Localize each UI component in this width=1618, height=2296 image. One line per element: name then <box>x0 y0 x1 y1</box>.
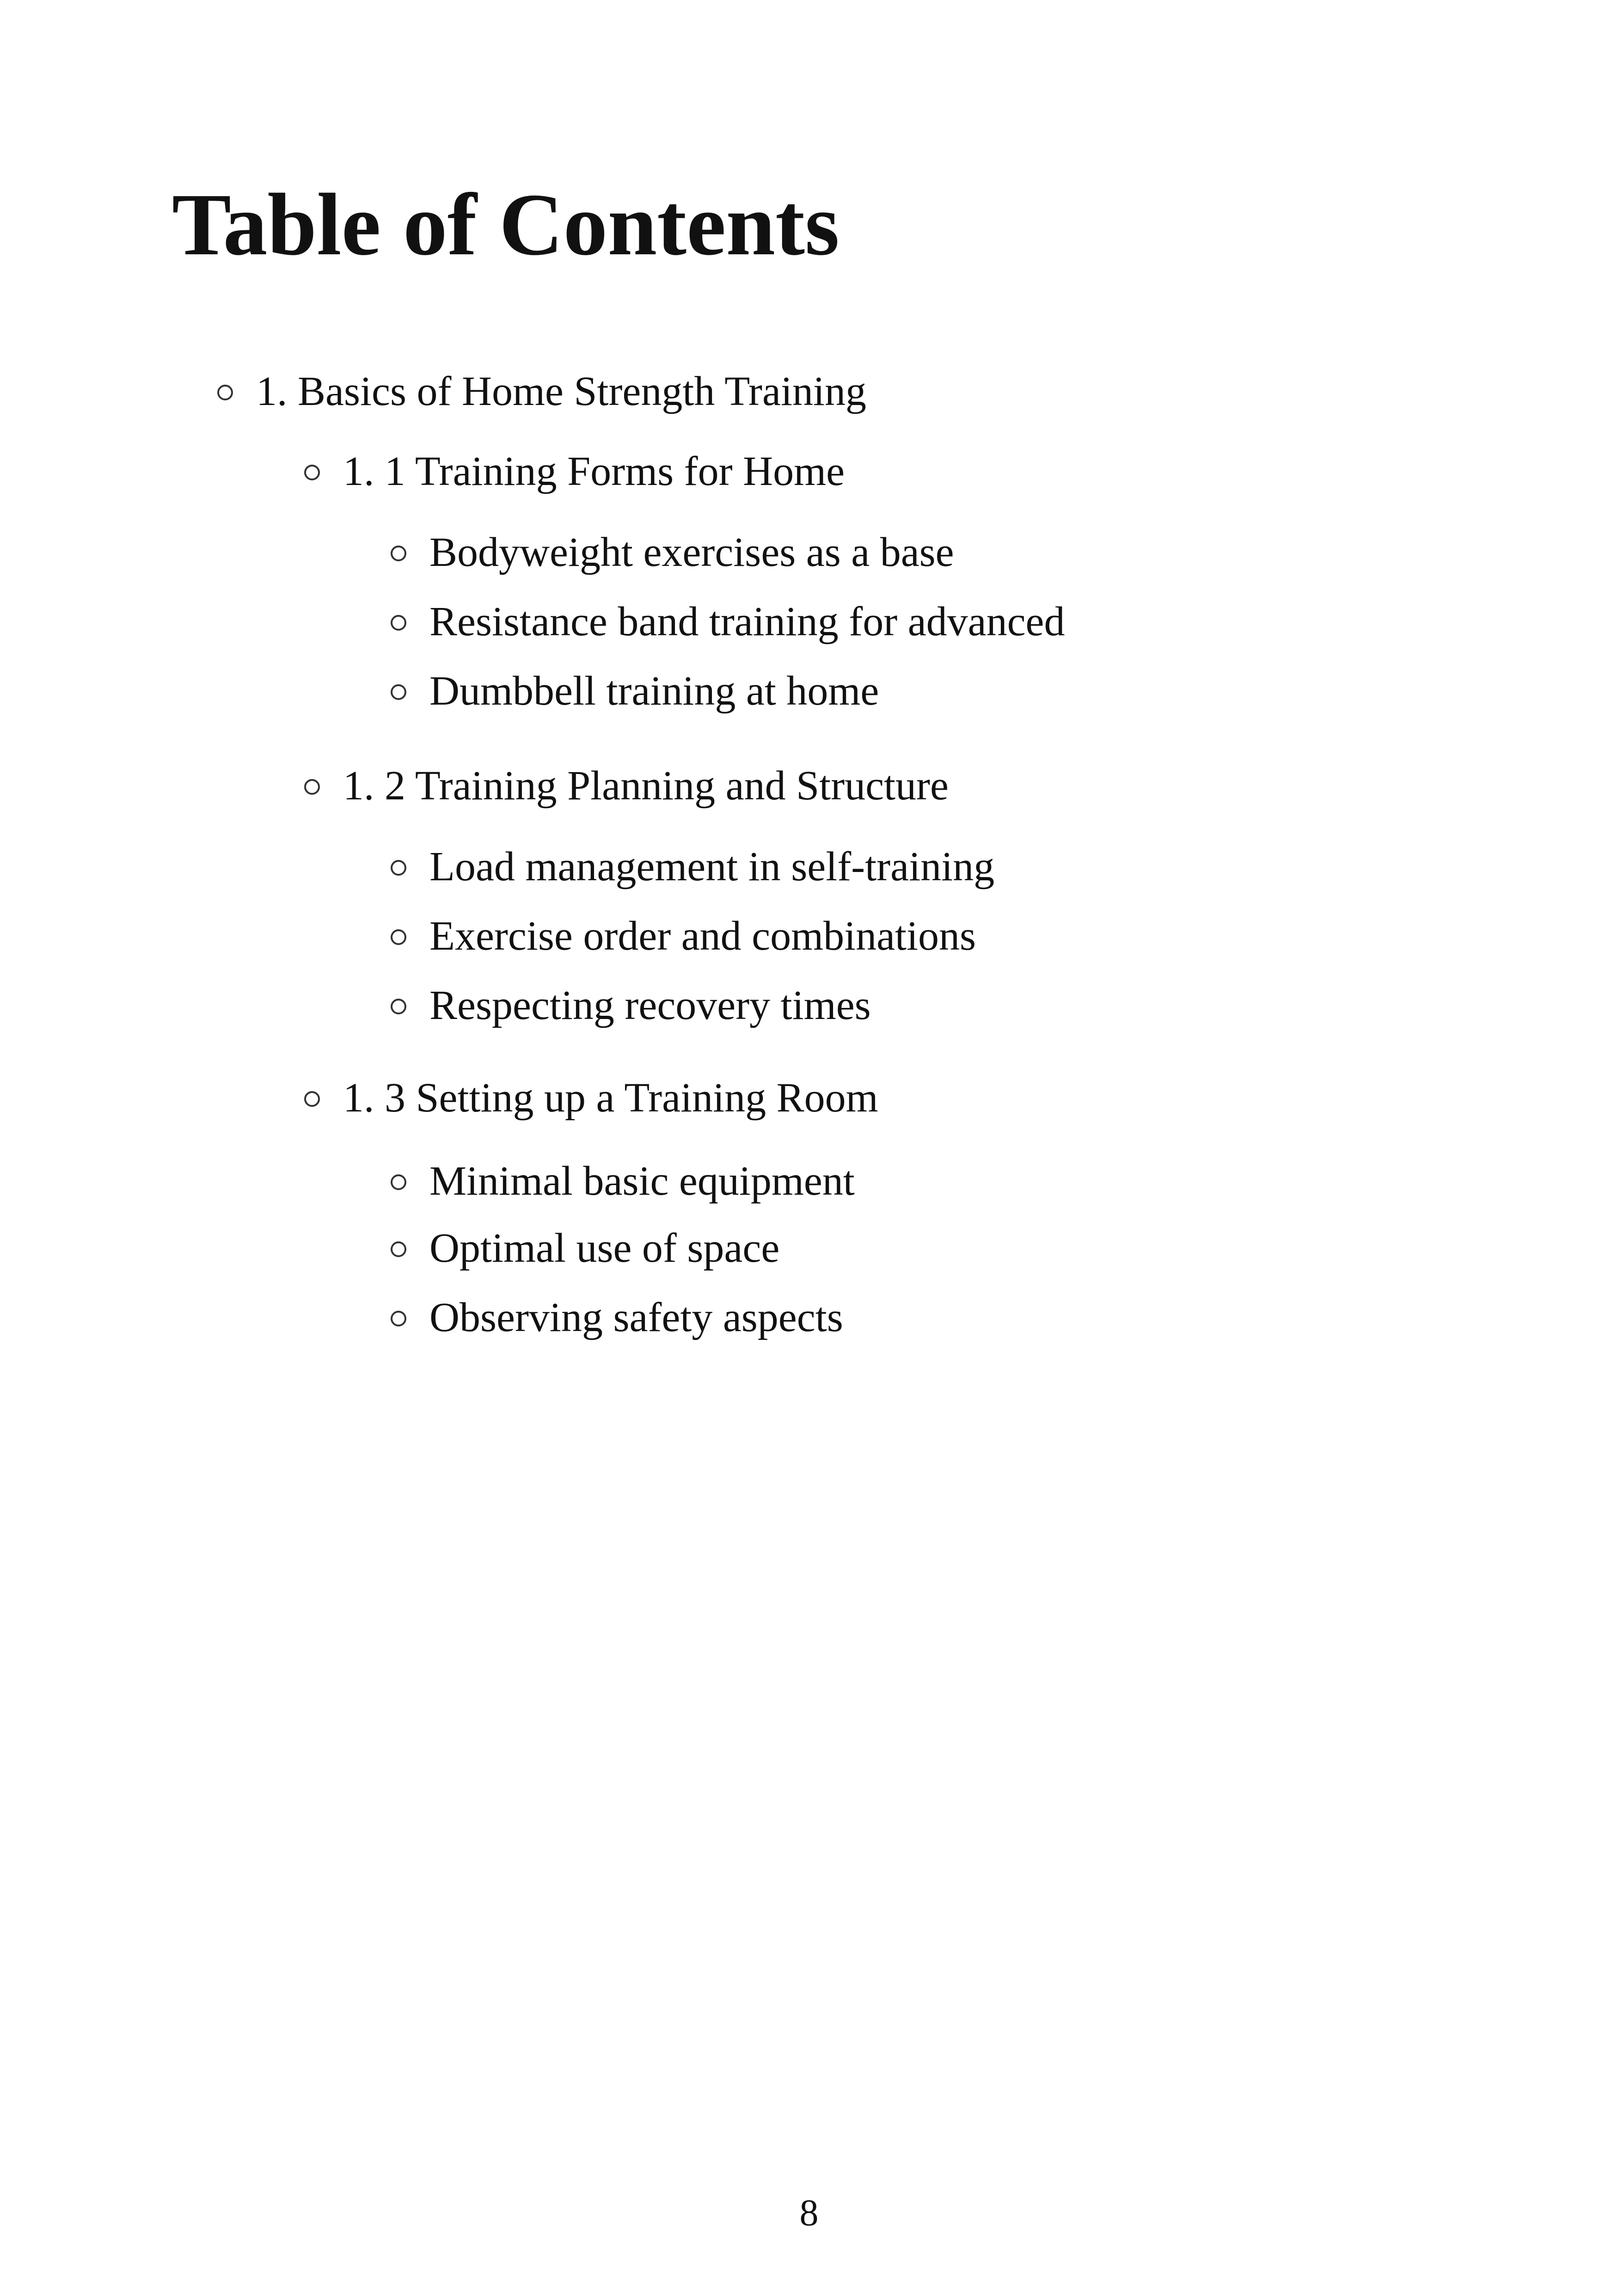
toc-item <box>391 846 994 888</box>
circle-bullet-icon <box>391 1174 406 1190</box>
circle-bullet-icon <box>391 546 406 561</box>
toc-section-1-3 <box>304 1077 878 1119</box>
toc-item <box>391 670 879 712</box>
toc-section-1-2 <box>304 765 949 807</box>
toc-item <box>391 982 871 1028</box>
circle-bullet-icon <box>391 1241 406 1257</box>
toc-item <box>391 1160 855 1202</box>
toc-entry-label: 1. 2 Training Planning and Structure <box>343 763 949 809</box>
toc-entry-label: Exercise order and combinations <box>429 913 976 959</box>
circle-bullet-icon <box>304 465 320 480</box>
toc-entry-label: Observing safety aspects <box>429 1295 843 1340</box>
toc-entry-label: Bodyweight exercises as a base <box>429 529 954 575</box>
circle-bullet-icon <box>391 860 406 876</box>
toc-entry-label: 1. Basics of Home Strength Training <box>256 368 866 414</box>
toc-entry-label: 1. 1 Training Forms for Home <box>343 448 845 494</box>
toc-entry-label: Dumbbell training at home <box>429 668 879 714</box>
toc-entry-label: Optimal use of space <box>429 1225 780 1271</box>
toc-item <box>391 1297 843 1338</box>
toc-chapter-1 <box>217 368 866 414</box>
toc-item <box>391 601 1065 643</box>
circle-bullet-icon <box>391 615 406 631</box>
page-number: 8 <box>799 2192 819 2234</box>
circle-bullet-icon <box>391 999 406 1014</box>
toc-item <box>391 529 954 575</box>
circle-bullet-icon <box>391 684 406 700</box>
toc-item <box>391 915 976 957</box>
toc-entry-label: Respecting recovery times <box>429 982 871 1028</box>
toc-entry-label: Minimal basic equipment <box>429 1158 855 1204</box>
circle-bullet-icon <box>217 385 233 400</box>
toc-section-1-1 <box>304 448 845 494</box>
toc-entry-label: Resistance band training for advanced <box>429 599 1065 645</box>
page-title: Table of Contents <box>172 175 840 274</box>
circle-bullet-icon <box>304 1091 320 1107</box>
circle-bullet-icon <box>391 929 406 945</box>
toc-item <box>391 1225 780 1271</box>
circle-bullet-icon <box>391 1311 406 1326</box>
toc-entry-label: 1. 3 Setting up a Training Room <box>343 1075 878 1121</box>
circle-bullet-icon <box>304 779 320 795</box>
toc-entry-label: Load management in self-training <box>429 844 995 890</box>
